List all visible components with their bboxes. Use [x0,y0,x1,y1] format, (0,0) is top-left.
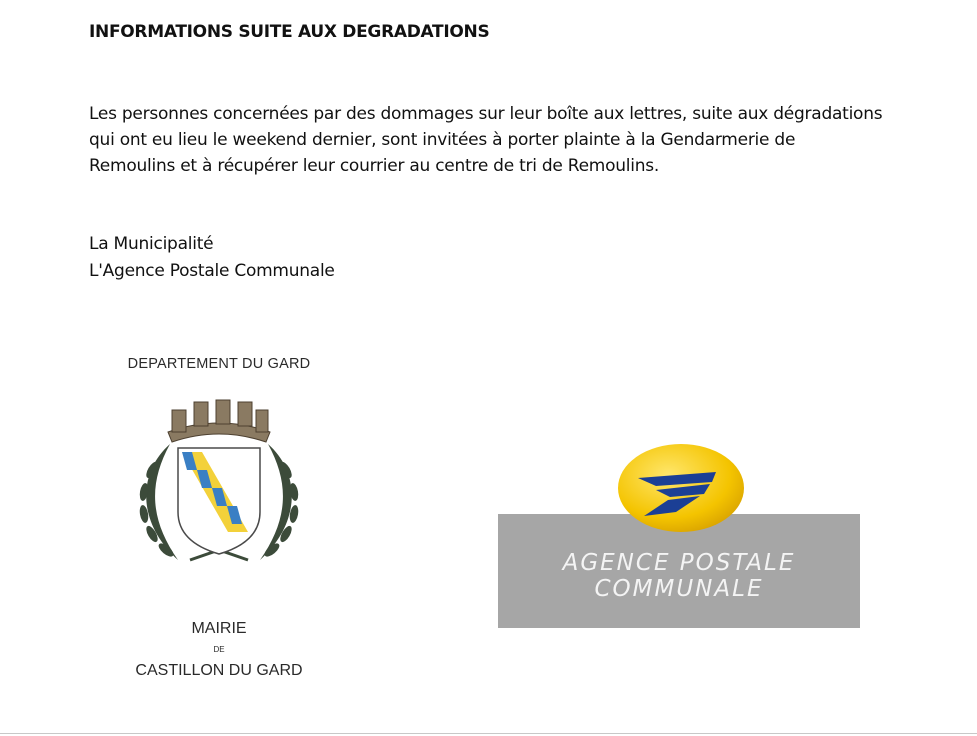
mairie-title: MAIRIE [191,620,247,637]
logo-text-line1: AGENCE POSTALE [562,550,796,576]
mairie-town: CASTILLON DU GARD [135,662,303,679]
notice-line: qui ont eu lieu le weekend dernier, sont invitées à porter plainte à la Gendarmerie de [89,130,796,150]
crest-icon [130,392,308,572]
signature [89,231,335,285]
mairie-logo [110,352,328,692]
mairie-de: DE [213,645,225,654]
bottom-divider [0,733,977,734]
mairie-department-text: DEPARTEMENT DU GARD [127,356,311,372]
signature-line: L'Agence Postale Communale [89,261,335,281]
notice-body [89,101,939,179]
la-poste-bird-icon [616,442,746,534]
logo-text-line2: COMMUNALE [594,576,764,602]
signature-line: La Municipalité [89,234,214,254]
notice-title: INFORMATIONS SUITE AUX DEGRADATIONS [89,22,490,42]
notice-line: Remoulins et à récupérer leur courrier au centre de tri de Remoulins. [89,156,659,176]
notice-line: Les personnes concernées par des dommages sur leur boîte aux lettres, suite aux dégradations [89,104,883,124]
agence-postale-logo [498,442,860,628]
